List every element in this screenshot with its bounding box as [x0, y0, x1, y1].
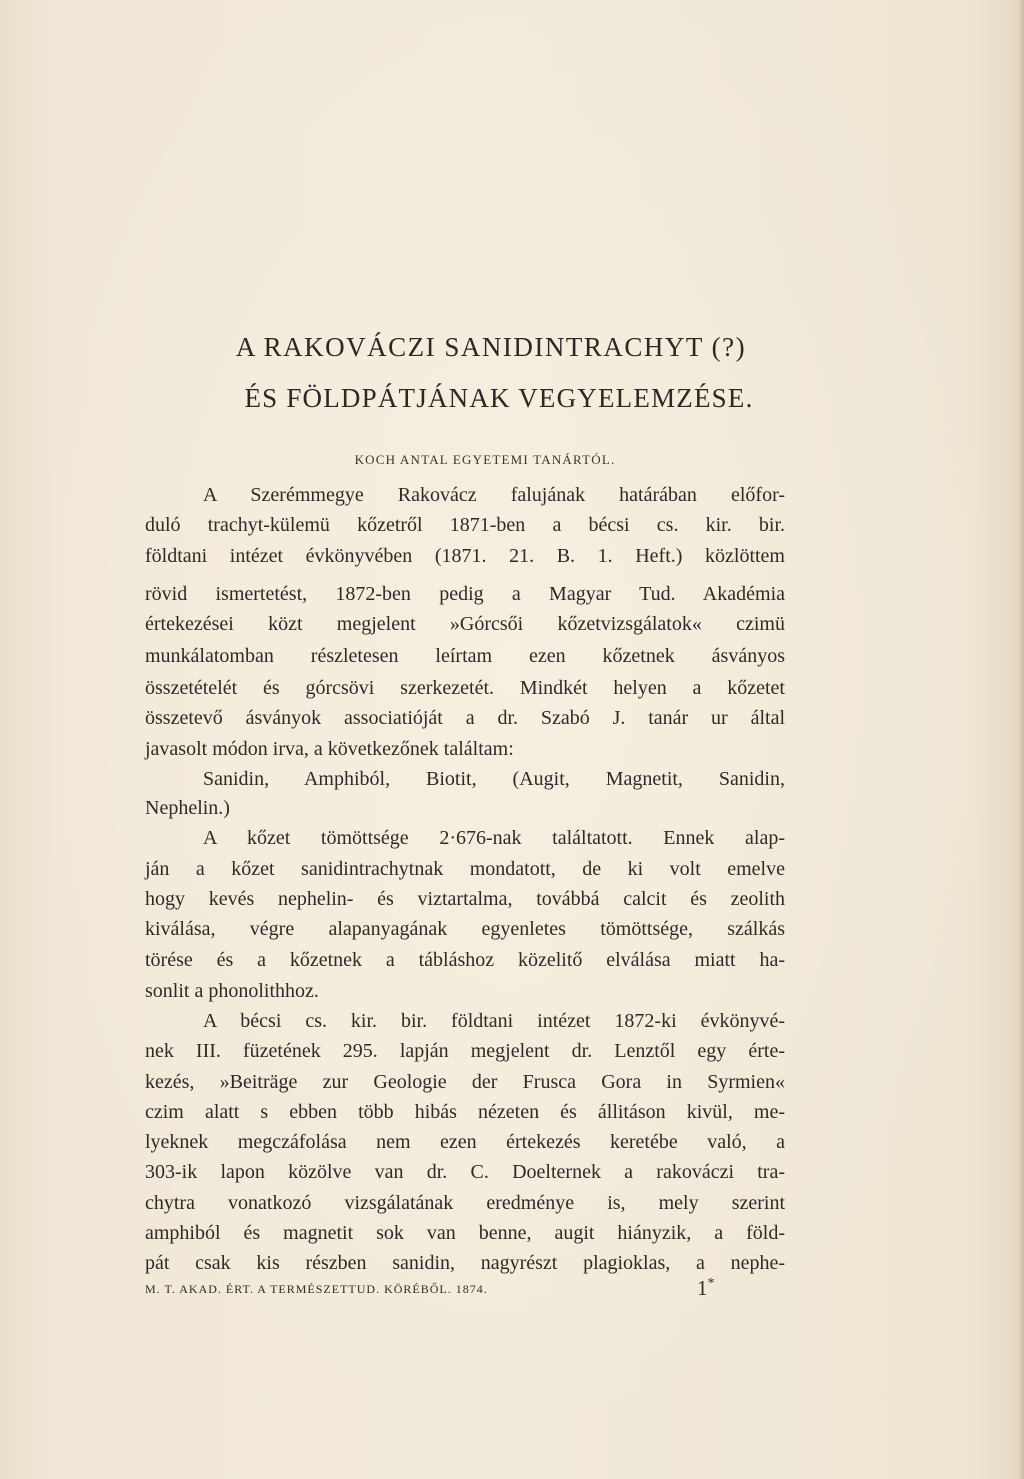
body-line: rövid ismertetést, 1872-ben pedig a Magyar Tud. Akadémia	[145, 583, 785, 605]
page-edge-shadow	[1018, 0, 1024, 1479]
body-line: lyeknek megczáfolása nem ezen értekezés keretébe való, a	[145, 1131, 785, 1153]
body-line: munkálatomban részletesen leírtam ezen kőzetnek ásványos	[145, 645, 785, 667]
body-line: hogy kevés nephelin- és viztartalma, továbbá calcit és zeolith	[145, 888, 785, 910]
signature-number: 1	[697, 1276, 708, 1300]
body-line: amphiból és magnetit sok van benne, augit hiányzik, a föld-	[145, 1222, 785, 1244]
body-line: A bécsi cs. kir. bir. földtani intézet 1872-ki évkönyvé-	[203, 1010, 785, 1032]
body-line: kezés, »Beiträge zur Geologie der Frusca Gora in Syrmien«	[145, 1071, 785, 1093]
signature-mark	[697, 1276, 715, 1301]
body-line: földtani intézet évkönyvében (1871. 21. B. 1. Heft.) közlöttem	[145, 545, 785, 567]
body-line: czim alatt s ebben több hibás nézeten és állitáson kivül, me-	[145, 1101, 785, 1123]
signature-star: *	[707, 1276, 715, 1291]
body-line: ján a kőzet sanidintrachytnak mondatott, de ki volt emelve	[145, 858, 785, 880]
body-line: sonlit a phonolithhoz.	[145, 980, 319, 1002]
body-line: összetevő ásványok associatióját a dr. Szabó J. tanár ur által	[145, 707, 785, 729]
body-line: törése és a kőzetnek a tábláshoz közelitő elválása miatt ha-	[145, 949, 785, 971]
body-line: kiválása, végre alapanyagának egyenletes tömöttsége, szálkás	[145, 918, 785, 940]
body-line: Sanidin, Amphiból, Biotit, (Augit, Magnetit, Sanidin,	[203, 768, 785, 790]
article-title-line-2: ÉS FÖLDPÁTJÁNAK VEGYELEMZÉSE.	[244, 383, 754, 413]
page-footer: M. T. AKAD. ÉRT. A TERMÉSZETTUD. KÖRÉBŐL. 1874.	[145, 1282, 488, 1296]
body-line: A Szerémmegye Rakovácz falujának határában előfor-	[203, 484, 785, 506]
article-title-line-1: A RAKOVÁCZI SANIDINTRACHYT (?)	[235, 332, 747, 362]
body-line: összetételét és górcsövi szerkezetét. Mindkét helyen a kőzetet	[145, 677, 785, 699]
body-line: javasolt módon irva, a következőnek találtam:	[145, 738, 514, 760]
body-line: 303-ik lapon közölve van dr. C. Doelternek a rakováczi tra-	[145, 1161, 785, 1183]
body-line: chytra vonatkozó vizsgálatának eredménye is, mely szerint	[145, 1192, 785, 1214]
author-byline: KOCH ANTAL EGYETEMI TANÁRTÓL.	[354, 452, 616, 467]
body-line: pát csak kis részben sanidin, nagyrészt plagioklas, a nephe-	[145, 1252, 785, 1274]
body-line: duló trachyt-külemü kőzetről 1871-ben a bécsi cs. kir. bir.	[145, 514, 785, 536]
body-line: Nephelin.)	[145, 797, 230, 819]
body-line: értekezései közt megjelent »Górcsői kőzetvizsgálatok« czimü	[145, 613, 785, 635]
body-line: nek III. füzetének 295. lapján megjelent dr. Lenztől egy érte-	[145, 1040, 785, 1062]
body-line: A kőzet tömöttsége 2·676-nak találtatott. Ennek alap-	[203, 827, 785, 849]
